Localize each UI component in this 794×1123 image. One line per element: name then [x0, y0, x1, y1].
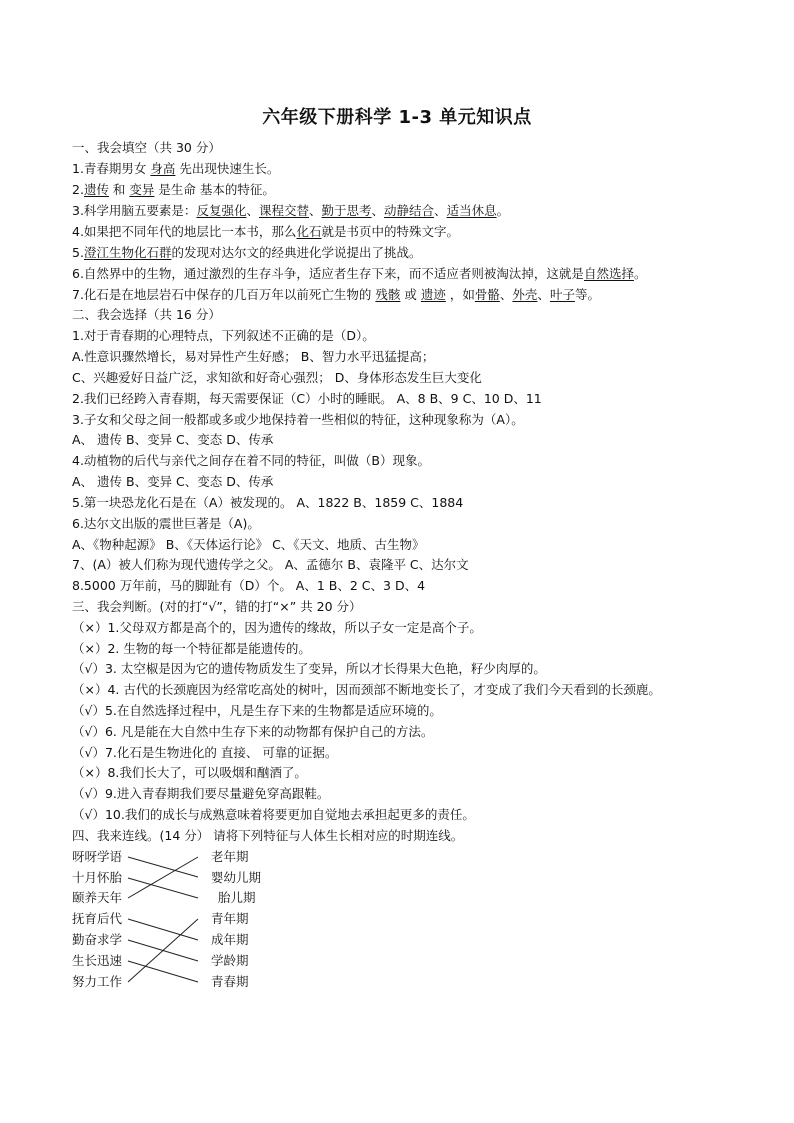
answer: 化石: [296, 224, 322, 239]
judge-line: （√）10.我们的成长与成熟意味着将要更加自觉地去承担起更多的责任。: [72, 807, 475, 822]
answer: 勤于思考: [321, 203, 372, 218]
match-line: [128, 857, 198, 898]
choice-line: 1.对于青春期的心理特点，下列叙述不正确的是（D）。: [72, 328, 375, 343]
judge-line: （√）7.化石是生物进化的 直接、 可靠的证据。: [72, 745, 338, 760]
choice-line: 2.我们已经跨入青春期，每天需要保证（C）小时的睡眠。 A、8 B、9 C、10 D、11: [72, 391, 542, 406]
text: 是生命 基本的特征。: [154, 182, 275, 197]
answer: 遗传: [83, 182, 109, 197]
match-left-item: 努力工作: [72, 974, 123, 989]
answer: 澄江生物化石群: [83, 245, 172, 260]
match-line: [128, 919, 198, 940]
text: 、: [499, 287, 513, 302]
judge-line: （√）3. 太空椒是因为它的遗传物质发生了变异，所以才长得果大色艳，籽少肉厚的。: [72, 661, 546, 676]
text: 4.如果把不同年代的地层比一本书，那么: [72, 224, 297, 239]
match-right-item: 老年期: [211, 849, 249, 864]
text: 1.青春期男女: [72, 161, 151, 176]
answer: 自然选择: [583, 266, 634, 281]
section-heading-fill-in: 一、我会填空（共 30 分）: [72, 140, 221, 155]
text: 、: [537, 287, 550, 302]
match-left-item: 呀呀学语: [72, 849, 123, 864]
match-left-item: 生长迅速: [72, 953, 123, 968]
match-right-item: 婴幼儿期: [211, 870, 262, 885]
match-left-item: 十月怀胎: [72, 870, 123, 885]
match-line: [128, 878, 198, 898]
text: 6.自然界中的生物，通过激烈的生存斗争，适应者生存下来，而不适应者则被淘汰掉，这就是: [72, 266, 584, 281]
match-line: [128, 961, 198, 982]
text: ，如: [445, 287, 475, 302]
choice-line: C、兴趣爱好日益广泛，求知欲和好奇心强烈； D、身体形态发生巨大变化: [72, 370, 482, 385]
judge-line: （√）5.在自然选择过程中，凡是生存下来的生物都是适应环境的。: [72, 703, 442, 718]
judge-line: （×）8.我们长大了，可以吸烟和酗酒了。: [72, 765, 307, 780]
answer: 遗迹: [420, 287, 446, 302]
answer: 身高: [150, 161, 176, 176]
choice-line: A、 遗传 B、变异 C、变态 D、传承: [72, 474, 274, 489]
text: 7.化石是在地层岩石中保存的几百万年以前死亡生物的: [72, 287, 376, 302]
answer: 残骸: [375, 287, 401, 302]
match-right-item: 成年期: [211, 932, 249, 947]
text: 。: [633, 266, 647, 281]
answer: 适当休息: [446, 203, 497, 218]
choice-line: 7、(A）被人们称为现代遗传学之父。 A、孟德尔 B、袁隆平 C、达尔文: [72, 557, 469, 572]
choice-line: A、《物种起源》 B、《天体运行论》 C、《天文、地质、古生物》: [72, 537, 425, 552]
text: 就是书页中的特殊文字。: [321, 224, 459, 239]
text: 的发现对达尔文的经典进化学说提出了挑战。: [171, 245, 422, 260]
text: 2.: [72, 182, 84, 197]
text: 、: [434, 203, 447, 218]
answer: 外壳: [512, 287, 538, 302]
judge-line: （×）4. 古代的长颈鹿因为经常吃高处的树叶，因而颈部不断地变长了，才变成了我们今天看到的长颈鹿。: [72, 682, 661, 697]
choice-line: 6.达尔文出版的震世巨著是（A)。: [72, 516, 260, 531]
choice-line: 8.5000 万年前，马的脚趾有（D）个。 A、1 B、2 C、3 D、4: [72, 578, 426, 593]
answer: 叶子: [549, 287, 575, 302]
match-right-item: 青年期: [211, 911, 249, 926]
text: 先出现快速生长。: [175, 161, 280, 176]
text: 或: [400, 287, 421, 302]
text: 3.科学用脑五要素是：: [72, 203, 197, 218]
answer: 动静结合: [384, 203, 435, 218]
section-heading-choice: 二、我会选择（共 16 分）: [72, 307, 221, 322]
answer: 变异: [129, 182, 155, 197]
choice-line: 3.子女和父母之间一般都或多或少地保持着一些相似的特征，这种现象称为（A）。: [72, 412, 524, 427]
choice-line: 4.动植物的后代与亲代之间存在着不同的特征，叫做（B）现象。: [72, 453, 431, 468]
answer: 骨骼: [474, 287, 500, 302]
judge-line: （√）9.进入青春期我们要尽量避免穿高跟鞋。: [72, 786, 330, 801]
text: 、: [308, 203, 322, 218]
judge-line: （×）2. 生物的每一个特征都是能遗传的。: [72, 641, 311, 656]
judge-line: （×）1.父母双方都是高个的，因为遗传的缘故，所以子女一定是高个子。: [72, 620, 482, 635]
text: 5.: [72, 245, 84, 260]
section-heading-match: 四、我来连线。(14 分） 请将下列特征与人体生长相对应的时期连线。: [72, 828, 464, 843]
choice-line: 5.第一块恐龙化石是在（A）被发现的。 A、1822 B、1859 C、1884: [72, 495, 464, 510]
judge-line: （√）6. 凡是能在大自然中生存下来的动物都有保护自己的方法。: [72, 724, 434, 739]
section-heading-judge: 三、我会判断。(对的打“√”，错的打“×” 共 20 分）: [72, 599, 362, 614]
match-right-item: 学龄期: [211, 953, 249, 968]
match-line: [128, 857, 198, 877]
answer: 反复强化: [196, 203, 247, 218]
text: 、: [371, 203, 385, 218]
text: 等。: [574, 287, 600, 302]
choice-line: A、 遗传 B、变异 C、变态 D、传承: [72, 432, 274, 447]
match-right-item: 胎儿期: [218, 890, 256, 905]
text: 。: [496, 203, 510, 218]
match-left-item: 抚育后代: [72, 911, 123, 926]
answer: 课程交替: [258, 203, 309, 218]
page-title: 六年级下册科学 1-3 单元知识点: [262, 107, 532, 128]
text: 、: [246, 203, 259, 218]
match-right-item: 青春期: [211, 974, 249, 989]
match-left-item: 颐养天年: [72, 890, 123, 905]
match-left-item: 勤奋求学: [72, 932, 123, 947]
choice-line: A.性意识骤然增长，易对异性产生好感； B、智力水平迅猛提高；: [72, 349, 435, 364]
match-line: [128, 919, 198, 982]
text: 和: [108, 182, 130, 197]
